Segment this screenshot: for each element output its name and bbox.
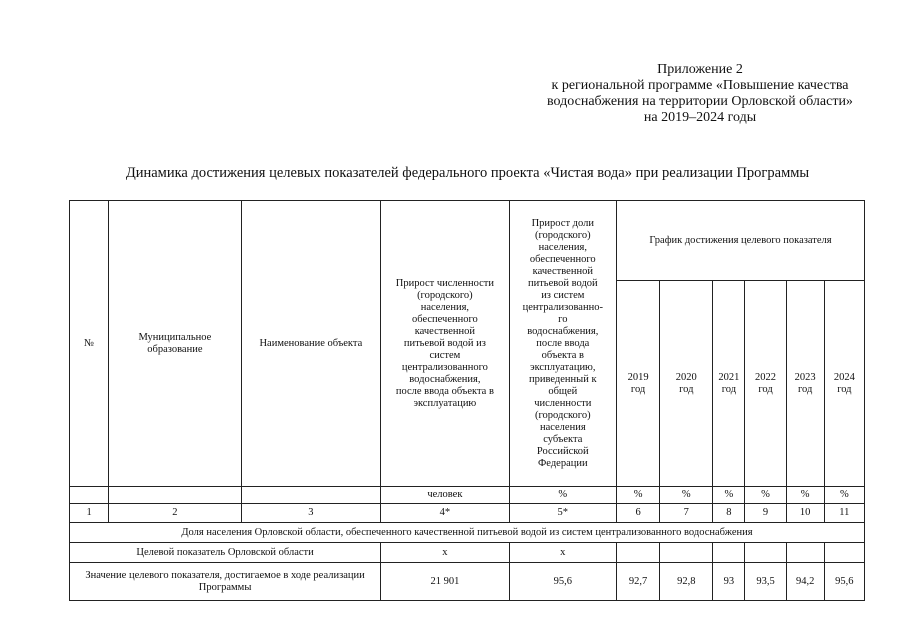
header-object-name: Наименование объекта: [241, 201, 381, 487]
unit-empty: [109, 487, 241, 504]
row-year-2020-value: [660, 543, 713, 563]
column-number: 7: [660, 504, 713, 523]
column-number: 2: [109, 504, 241, 523]
column-number: 6: [617, 504, 660, 523]
row-year-2019-value: 92,7: [617, 563, 660, 601]
row-share-value: х: [509, 543, 616, 563]
unit-empty: [70, 487, 109, 504]
row-population-value: х: [381, 543, 509, 563]
row-year-2021-value: [713, 543, 745, 563]
row-share-value: 95,6: [509, 563, 616, 601]
header-year-2020: 2020 год: [660, 281, 713, 487]
units-row: [70, 487, 865, 504]
row-year-2024-value: 95,6: [824, 563, 864, 601]
header-share-growth: Прирост доли (городского) населения, обеспеченного качественной питьевой водой из систем централизованно- го водоснабжения, после ввода объекта в эксплуатацию, приведенный к общей численности (городского) населения субъекта Российской Федерации: [509, 201, 616, 487]
header-row: [70, 201, 865, 281]
unit-empty: [241, 487, 381, 504]
header-year-2024: 2024 год: [824, 281, 864, 487]
appendix-line-4: на 2019–2024 годы: [643, 110, 757, 125]
column-number: 11: [824, 504, 864, 523]
column-number: 5*: [509, 504, 616, 523]
column-number: 8: [713, 504, 745, 523]
unit-year-2021: %: [713, 487, 745, 504]
unit-share: %: [509, 487, 616, 504]
header-schedule: График достижения целевого показателя: [617, 201, 865, 281]
unit-population: человек: [381, 487, 509, 504]
column-number: 1: [70, 504, 109, 523]
appendix-header: [520, 62, 880, 126]
row-year-2022-value: [745, 543, 786, 563]
unit-year-2020: %: [660, 487, 713, 504]
header-year-2022: 2022 год: [745, 281, 786, 487]
target-indicators-table: [69, 200, 865, 601]
header-number: №: [70, 201, 109, 487]
unit-year-2024: %: [824, 487, 864, 504]
header-population-growth: Прирост численности (городского) населения, обеспеченного качественной питьевой водой из систем централизованного водоснабжения, после ввода объекта в эксплуатацию: [381, 201, 509, 487]
table-row: [70, 543, 865, 563]
header-municipality: Муниципальное образование: [109, 201, 241, 487]
column-number: 3: [241, 504, 381, 523]
unit-year-2023: %: [786, 487, 824, 504]
table-row: [70, 563, 865, 601]
document-title: Динамика достижения целевых показателей федерального проекта «Чистая вода» при реализации Программы: [125, 165, 810, 181]
row-year-2019-value: [617, 543, 660, 563]
unit-year-2019: %: [617, 487, 660, 504]
column-number: 10: [786, 504, 824, 523]
header-year-2023: 2023 год: [786, 281, 824, 487]
row-year-2022-value: 93,5: [745, 563, 786, 601]
numbering-row: [70, 504, 865, 523]
header-year-2021: 2021 год: [713, 281, 745, 487]
row-year-2023-value: [786, 543, 824, 563]
row-year-2023-value: 94,2: [786, 563, 824, 601]
appendix-line-2: к региональной программе «Повышение качества: [551, 78, 849, 93]
row-year-2021-value: 93: [713, 563, 745, 601]
column-number: 4*: [381, 504, 509, 523]
unit-year-2022: %: [745, 487, 786, 504]
section-title: Доля населения Орловской области, обеспеченного качественной питьевой водой из систем централизованного водоснабжения: [70, 523, 865, 543]
row-year-2024-value: [824, 543, 864, 563]
appendix-line-1: Приложение 2: [657, 62, 743, 77]
row-year-2020-value: 92,8: [660, 563, 713, 601]
appendix-line-3: водоснабжения на территории Орловской области»: [547, 94, 853, 109]
section-row: [70, 523, 865, 543]
row-label: Целевой показатель Орловской области: [70, 543, 381, 563]
header-year-2019: 2019 год: [617, 281, 660, 487]
row-label: Значение целевого показателя, достигаемое в ходе реализации Программы: [70, 563, 381, 601]
row-population-value: 21 901: [381, 563, 509, 601]
column-number: 9: [745, 504, 786, 523]
